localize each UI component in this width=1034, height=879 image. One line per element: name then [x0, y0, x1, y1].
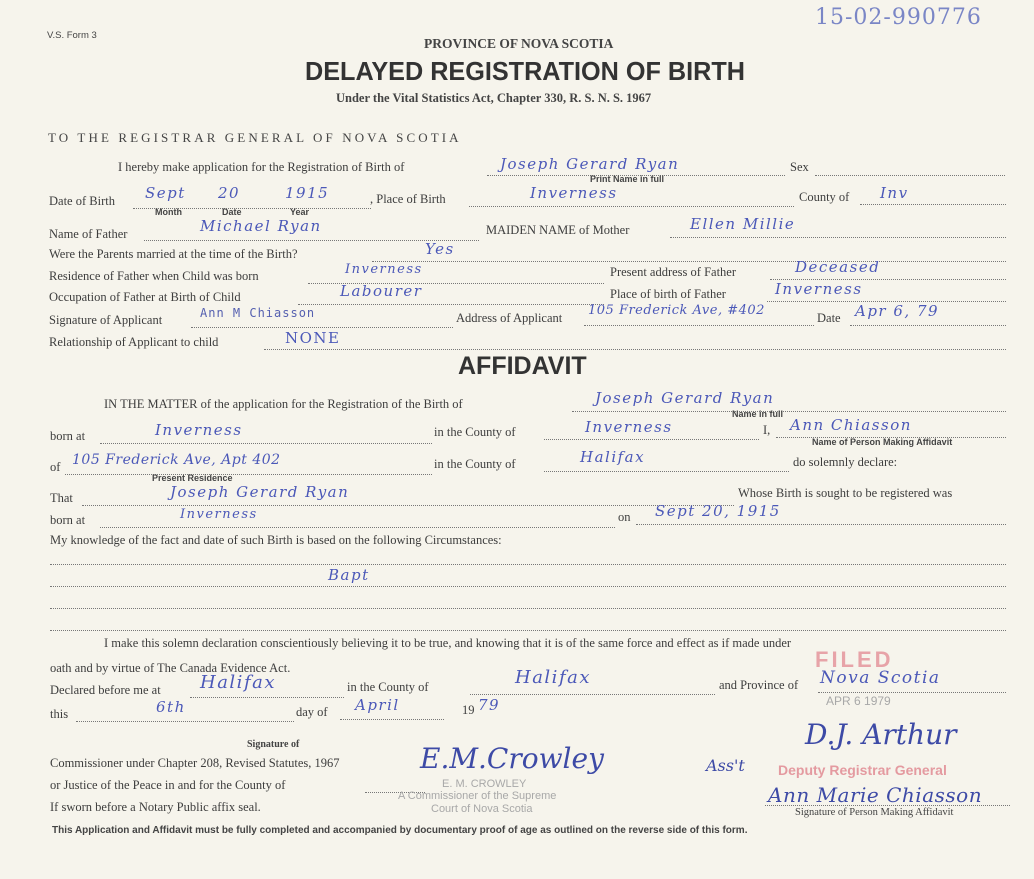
month-hint: Month: [155, 207, 182, 217]
that-value: Joseph Gerard Ryan: [170, 483, 350, 501]
residence-hint: Present Residence: [152, 473, 233, 483]
applicant-address-value: 105 Frederick Ave, #402: [588, 303, 765, 318]
occupation-label: Occupation of Father at Birth of Child: [49, 290, 241, 304]
whose-birth-label: Whose Birth is sought to be registered was: [738, 486, 953, 500]
province-label: and Province of: [719, 678, 799, 692]
matter-line: [572, 411, 1006, 412]
footer-note: This Application and Affidavit must be fully completed and accompanied by documentary proof of age as outlined on the reverse side of this form.: [52, 825, 748, 836]
father-label: Name of Father: [49, 227, 128, 241]
relationship-label: Relationship of Applicant to child: [49, 335, 219, 349]
county-line-aff: [544, 439, 759, 440]
relationship-line: [264, 349, 1006, 350]
circumstance-value: Bapt: [328, 566, 370, 584]
solemn-text-2: oath and by virtue of The Canada Evidence Act.: [50, 661, 291, 675]
deponent-value: Ann Chiasson: [790, 416, 912, 434]
dob-label: Date of Birth: [49, 194, 115, 208]
applicant-address-line: [584, 325, 814, 326]
province-line: [818, 692, 1006, 693]
signature-line: [191, 327, 453, 328]
deponent-sig-hint: Signature of Person Making Affidavit: [795, 807, 954, 818]
relationship-value: NONE: [285, 329, 341, 347]
mother-label: MAIDEN NAME of Mother: [486, 223, 630, 237]
solemn-text-1: I make this solemn declaration conscientiously believing it to be true, and knowing that it is of the same force and effect as if made under: [104, 636, 792, 650]
filed-stamp: FILED: [815, 647, 894, 672]
signature-label: Signature of Applicant: [49, 313, 163, 327]
date-label: Date: [817, 311, 841, 325]
married-label: Were the Parents married at the time of the Birth?: [49, 247, 298, 261]
circumstance-line-3: [50, 608, 1006, 609]
intro-label: I hereby make application for the Registration of Birth of: [118, 160, 405, 174]
sex-line: [815, 175, 1005, 176]
mother-value: Ellen Millie: [690, 215, 796, 233]
father-birthplace-label: Place of birth of Father: [610, 287, 726, 301]
declared-county-label: in the County of: [347, 680, 429, 694]
dob-day: 20: [218, 184, 241, 202]
day-of-label: day of: [296, 705, 328, 719]
commissioner-label: Commissioner under Chapter 208, Revised Statutes, 1967: [50, 756, 340, 770]
dob-month: Sept: [145, 184, 186, 202]
province-value: Nova Scotia: [820, 668, 941, 688]
affidavit-heading: AFFIDAVIT: [458, 352, 587, 380]
applicant-child-name: Joseph Gerard Ryan: [500, 155, 680, 173]
declared-line: [190, 697, 344, 698]
applicant-signature: Ann M Chiasson: [200, 306, 316, 320]
affidavit-residence-value: 105 Frederick Ave, Apt 402: [72, 452, 281, 468]
registrar-title: Deputy Registrar General: [778, 762, 947, 778]
deponent-sig-line: [765, 805, 1010, 806]
married-value: Yes: [425, 240, 455, 258]
that-label: That: [50, 491, 73, 505]
sig-of-label: Signature of: [247, 739, 300, 750]
registrar-signature: D.J. Arthur: [805, 718, 957, 751]
addressee: TO THE REGISTRAR GENERAL OF NOVA SCOTIA: [48, 130, 462, 145]
date-hint: Date: [222, 207, 242, 217]
knowledge-label: My knowledge of the fact and date of such Birth is based on the following Circumstances:: [50, 533, 502, 547]
province-heading: PROVINCE OF NOVA SCOTIA: [424, 36, 614, 51]
married-line: [372, 261, 1006, 262]
declared-county-line: [470, 694, 715, 695]
commissioner-signature: E.M.Crowley: [420, 742, 604, 775]
residence-aff-line: [65, 474, 432, 475]
place-line: [469, 206, 794, 207]
print-name-hint: Print Name in full: [590, 174, 665, 184]
born-at-line: [100, 443, 432, 444]
circumstance-line-2: [50, 586, 1006, 587]
mother-line: [670, 237, 1006, 238]
residence-label: Residence of Father when Child was born: [49, 269, 259, 283]
applicant-address-label: Address of Applicant: [456, 311, 563, 325]
on-label: on: [618, 510, 631, 524]
present-address-value: Deceased: [795, 258, 881, 276]
declare-label: do solemnly declare:: [793, 455, 898, 469]
this-line: [76, 721, 294, 722]
dob-year: 1915: [285, 184, 330, 202]
county-line: [860, 204, 1006, 205]
father-value: Michael Ryan: [200, 217, 322, 235]
on-value: Sept 20, 1915: [655, 502, 781, 520]
county-label: County of: [799, 190, 850, 204]
on-line: [636, 524, 1006, 525]
born-at2-line: [100, 527, 615, 528]
residence-value: Inverness: [345, 262, 423, 277]
form-number: V.S. Form 3: [47, 30, 97, 41]
day-of-value: April: [355, 696, 400, 714]
county-value: Inv: [880, 184, 909, 202]
of-label: of: [50, 460, 61, 474]
occupation-value: Labourer: [340, 282, 423, 300]
date-line: [850, 325, 1006, 326]
commissioner-stamp-name: E. M. CROWLEY: [442, 778, 527, 790]
year-prefix: 19: [462, 703, 475, 717]
date-value: Apr 6, 79: [855, 302, 940, 320]
declared-label: Declared before me at: [50, 683, 161, 697]
i-label: I,: [763, 423, 771, 437]
matter-value: Joseph Gerard Ryan: [595, 389, 775, 407]
year-hint: Year: [290, 207, 310, 217]
matter-label: IN THE MATTER of the application for the Registration of the Birth of: [104, 397, 463, 411]
born-at-label: born at: [50, 429, 86, 443]
in-county-label: in the County of: [434, 425, 516, 439]
in-county-label-2: in the County of: [434, 457, 516, 471]
filed-date: APR 6 1979: [826, 694, 891, 708]
deponent-signature: Ann Marie Chiasson: [768, 783, 983, 807]
justice-label: or Justice of the Peace in and for the County of: [50, 778, 286, 792]
residence-county-value: Halifax: [580, 448, 646, 466]
this-value: 6th: [156, 698, 186, 716]
sex-label: Sex: [790, 160, 809, 174]
that-line: [82, 505, 734, 506]
circumstance-line-1: [50, 564, 1006, 565]
place-label: , Place of Birth: [370, 192, 446, 206]
born-at-value: Inverness: [155, 421, 243, 439]
affidavit-county-value: Inverness: [585, 418, 673, 436]
year-value: 79: [478, 696, 501, 714]
day-of-line: [340, 719, 444, 720]
born-at2-value: Inverness: [180, 507, 258, 522]
father-birthplace-value: Inverness: [775, 280, 863, 298]
occupation-line: [298, 304, 604, 305]
declared-value: Halifax: [200, 672, 276, 693]
circumstance-line-4: [50, 630, 1006, 631]
this-label: this: [50, 707, 69, 721]
name-full-hint: Name in full: [732, 409, 784, 419]
file-number: 15-02-990776: [815, 5, 982, 30]
place-value: Inverness: [530, 184, 618, 202]
registrar-prefix: Ass't: [706, 756, 745, 775]
declared-county-value: Halifax: [515, 667, 591, 688]
notary-label: If sworn before a Notary Public affix seal.: [50, 800, 261, 814]
deponent-hint: Name of Person Making Affidavit: [812, 437, 953, 447]
commissioner-stamp-line2: Court of Nova Scotia: [431, 803, 533, 815]
residence-county-line: [544, 471, 789, 472]
page-title: DELAYED REGISTRATION OF BIRTH: [305, 56, 745, 86]
present-address-label: Present address of Father: [610, 265, 737, 279]
born-at2-label: born at: [50, 513, 86, 527]
page-subtitle: Under the Vital Statistics Act, Chapter 330, R. S. N. S. 1967: [336, 91, 652, 105]
commissioner-stamp-line1: A Commissioner of the Supreme: [398, 790, 557, 802]
